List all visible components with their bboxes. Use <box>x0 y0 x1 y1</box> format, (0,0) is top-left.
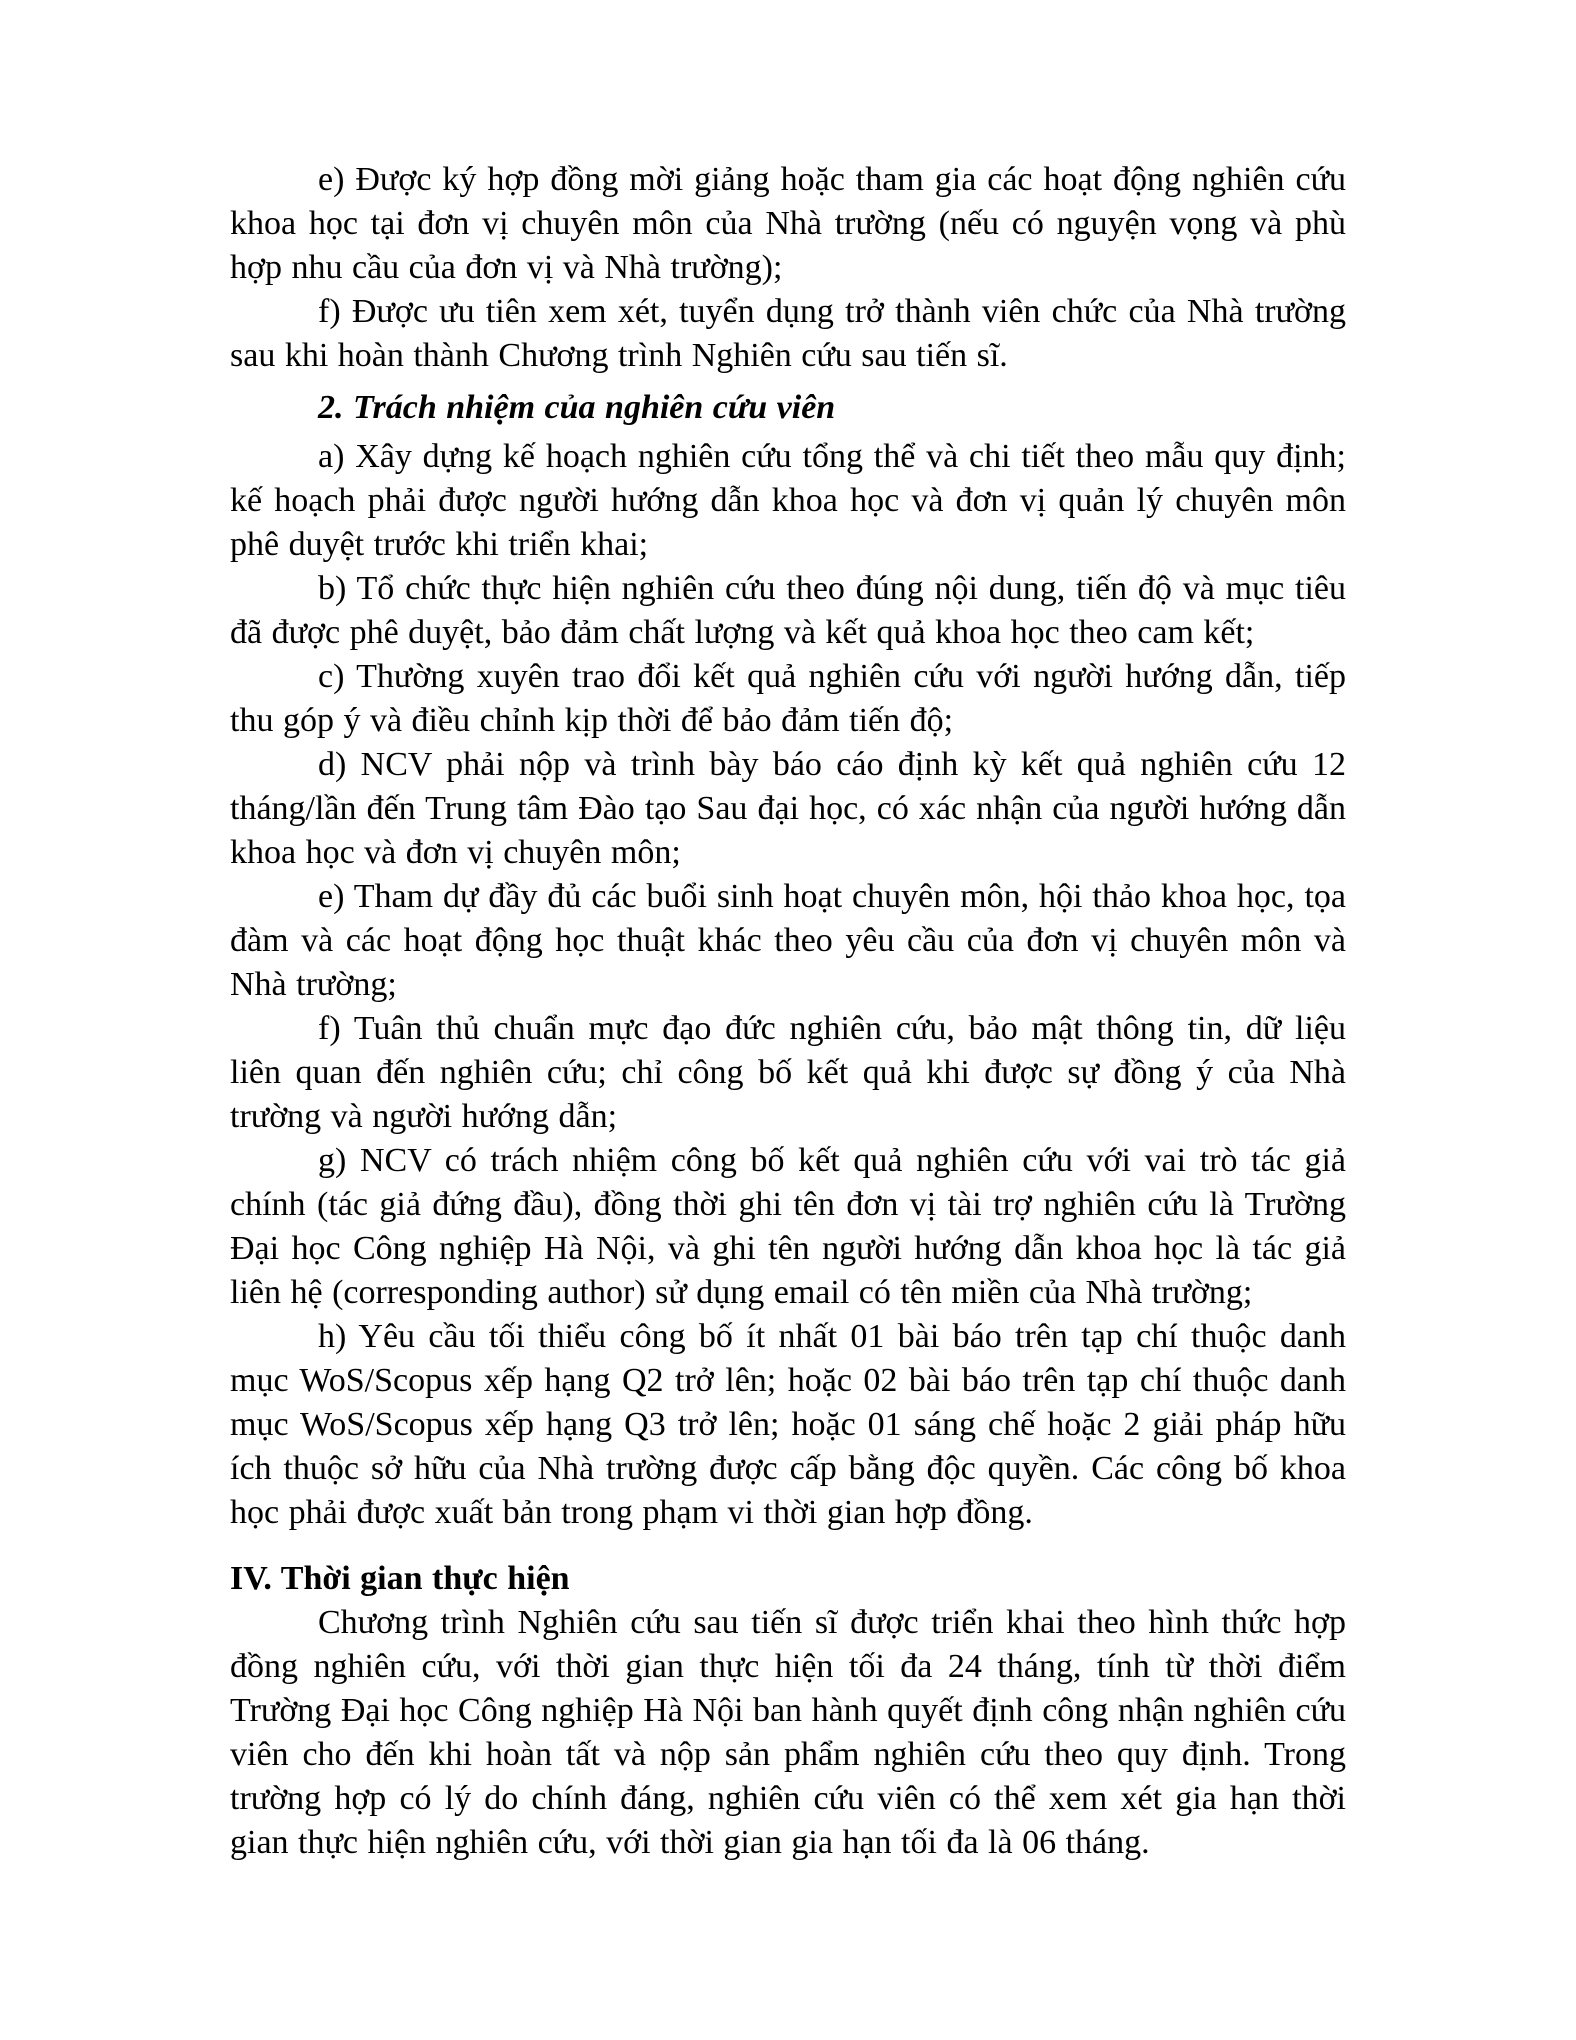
section-heading-2-responsibilities: 2. Trách nhiệm của nghiên cứu viên <box>318 389 836 426</box>
paragraph-item-c-duties: c) Thường xuyên trao đổi kết quả nghiên cứu với người hướng dẫn, tiếp thu góp ý và điều chỉnh kịp thời để bảo đảm tiến độ; <box>230 658 1346 739</box>
section-heading-iv-duration: IV. Thời gian thực hiện <box>230 1560 570 1597</box>
paragraph-item-b-duties: b) Tổ chức thực hiện nghiên cứu theo đúng nội dung, tiến độ và mục tiêu đã được phê duyệt, bảo đảm chất lượng và kết quả khoa học theo cam kết; <box>230 570 1346 651</box>
paragraph-item-d-duties: d) NCV phải nộp và trình bày báo cáo định kỳ kết quả nghiên cứu 12 tháng/lần đến Trung tâm Đào tạo Sau đại học, có xác nhận của người hướng dẫn khoa học và đơn vị chuyên môn; <box>230 746 1346 871</box>
paragraph-item-f-rights: f) Được ưu tiên xem xét, tuyển dụng trở thành viên chức của Nhà trường sau khi hoàn thành Chương trình Nghiên cứu sau tiến sĩ. <box>230 293 1346 374</box>
paragraph-item-h-duties: h) Yêu cầu tối thiểu công bố ít nhất 01 bài báo trên tạp chí thuộc danh mục WoS/Scopus xếp hạng Q2 trở lên; hoặc 02 bài báo trên tạp chí thuộc danh mục WoS/Scopus xếp hạng Q3 trở lên; hoặc 01 sáng chế hoặc 2 giải pháp hữu ích thuộc sở hữu của Nhà trường được cấp bằng độc quyền. Các công bố khoa học phải được xuất bản trong phạm vi thời gian hợp đồng. <box>230 1318 1346 1531</box>
paragraph-section-iv-body: Chương trình Nghiên cứu sau tiến sĩ được triển khai theo hình thức hợp đồng nghiên cứu, với thời gian thực hiện tối đa 24 tháng, tính từ thời điểm Trường Đại học Công nghiệp Hà Nội ban hành quyết định công nhận nghiên cứu viên cho đến khi hoàn tất và nộp sản phẩm nghiên cứu theo quy định. Trong trường hợp có lý do chính đáng, nghiên cứu viên có thể xem xét gia hạn thời gian thực hiện nghiên cứu, với thời gian gia hạn tối đa là 06 tháng. <box>230 1604 1346 1861</box>
paragraph-item-f-duties: f) Tuân thủ chuẩn mực đạo đức nghiên cứu, bảo mật thông tin, dữ liệu liên quan đến nghiên cứu; chỉ công bố kết quả khi được sự đồng ý của Nhà trường và người hướng dẫn; <box>230 1010 1346 1135</box>
paragraph-item-e-rights: e) Được ký hợp đồng mời giảng hoặc tham gia các hoạt động nghiên cứu khoa học tại đơn vị chuyên môn của Nhà trường (nếu có nguyện vọng và phù hợp nhu cầu của đơn vị và Nhà trường); <box>230 161 1346 286</box>
paragraph-item-a-duties: a) Xây dựng kế hoạch nghiên cứu tổng thể và chi tiết theo mẫu quy định; kế hoạch phải được người hướng dẫn khoa học và đơn vị quản lý chuyên môn phê duyệt trước khi triển khai; <box>230 438 1346 563</box>
document-text-block <box>230 158 1346 1865</box>
paragraph-item-e-duties: e) Tham dự đầy đủ các buổi sinh hoạt chuyên môn, hội thảo khoa học, tọa đàm và các hoạt động học thuật khác theo yêu cầu của đơn vị chuyên môn và Nhà trường; <box>230 878 1346 1003</box>
paragraph-item-g-duties: g) NCV có trách nhiệm công bố kết quả nghiên cứu với vai trò tác giả chính (tác giả đứng đầu), đồng thời ghi tên đơn vị tài trợ nghiên cứu là Trường Đại học Công nghiệp Hà Nội, và ghi tên người hướng dẫn khoa học là tác giả liên hệ (corresponding author) sử dụng email có tên miền của Nhà trường; <box>230 1142 1346 1311</box>
